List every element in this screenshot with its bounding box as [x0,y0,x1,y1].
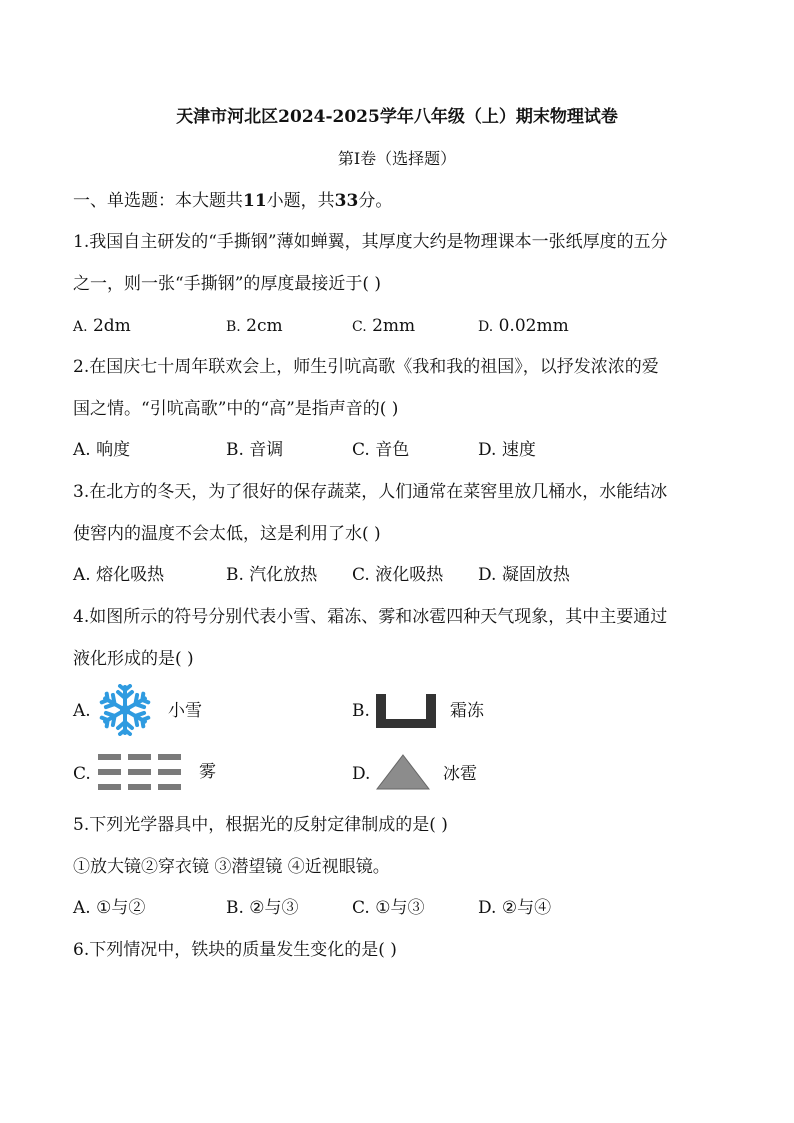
q5-stem-line2: ①放大镜②穿衣镜 ③潜望镜 ④近视眼镜。 [73,857,390,877]
exam-title: 天津市河北区2024-2025学年八年级（上）期末物理试卷 [176,107,618,127]
q1-stem-line2: 之一，则一张“手撕钢”的厚度最接近于( ) [73,274,382,294]
q2-option-a: A. 响度 [73,440,131,460]
q3-stem-line2: 使窖内的温度不会太低，这是利用了水( ) [73,524,381,544]
q2-stem-line1: 2.在国庆七十周年联欢会上，师生引吭高歌《我和我的祖国》，以抒发浓浓的爱 [73,357,659,377]
q4-option-b-letter: B. [352,701,370,721]
q3-option-a: A. 熔化吸热 [73,565,165,585]
q4-option-d-label: 冰雹 [443,764,477,784]
q1-option-c: C. 2mm [352,316,416,336]
q4-option-c-label: 雾 [199,762,216,782]
q4-option-a-label: 小雪 [168,701,202,721]
q4-option-c-letter: C. [73,764,91,784]
q4-stem-line1: 4.如图所示的符号分别代表小雪、霜冻、雾和冰雹四种天气现象，其中主要通过 [73,607,668,627]
section-score: 33 [334,191,359,211]
fog-dashes-icon [97,753,183,793]
section-suffix: 分。 [358,191,393,211]
q4-option-d-letter: D. [352,764,371,784]
q5-option-c: C. ①与③ [352,898,425,918]
q1-option-a: A. 2dm [73,316,131,336]
q5-option-b: B. ②与③ [226,898,299,918]
section-mid: 小题，共 [266,191,335,211]
q4-option-a-letter: A. [73,701,91,721]
snowflake-icon [99,684,151,736]
q5-stem-line1: 5.下列光学器具中，根据光的反射定律制成的是( ) [73,815,448,835]
section-prefix: 一、单选题：本大题共 [73,191,243,211]
section-heading [73,191,392,211]
q2-option-b: B. 音调 [226,440,284,460]
q2-option-c: C. 音色 [352,440,410,460]
q4-option-b-label: 霜冻 [450,701,484,721]
q2-option-d: D. 速度 [478,440,536,460]
q1-option-b: B. 2cm [226,316,283,336]
q6-stem-line1: 6.下列情况中，铁块的质量发生变化的是( ) [73,940,397,960]
frost-bracket-icon [375,693,437,729]
q4-stem-line2: 液化形成的是( ) [73,649,194,669]
exam-subtitle: 第I卷（选择题） [337,149,457,168]
section-count: 11 [243,191,267,211]
q1-stem-line1: 1.我国自主研发的“手撕钢”薄如蝉翼，其厚度大约是物理课本一张纸厚度的五分 [73,232,668,252]
q3-option-c: C. 液化吸热 [352,565,444,585]
q3-stem-line1: 3.在北方的冬天，为了很好的保存蔬菜，人们通常在菜窖里放几桶水，水能结冰 [73,482,668,502]
q5-option-a: A. ①与② [73,898,146,918]
q1-option-d: D. 0.02mm [478,316,569,336]
q3-option-b: B. 汽化放热 [226,565,318,585]
hail-triangle-icon [376,754,430,790]
q2-stem-line2: 国之情。“引吭高歌”中的“高”是指声音的( ) [73,399,399,419]
q3-option-d: D. 凝固放热 [478,565,570,585]
q5-option-d: D. ②与④ [478,898,552,918]
